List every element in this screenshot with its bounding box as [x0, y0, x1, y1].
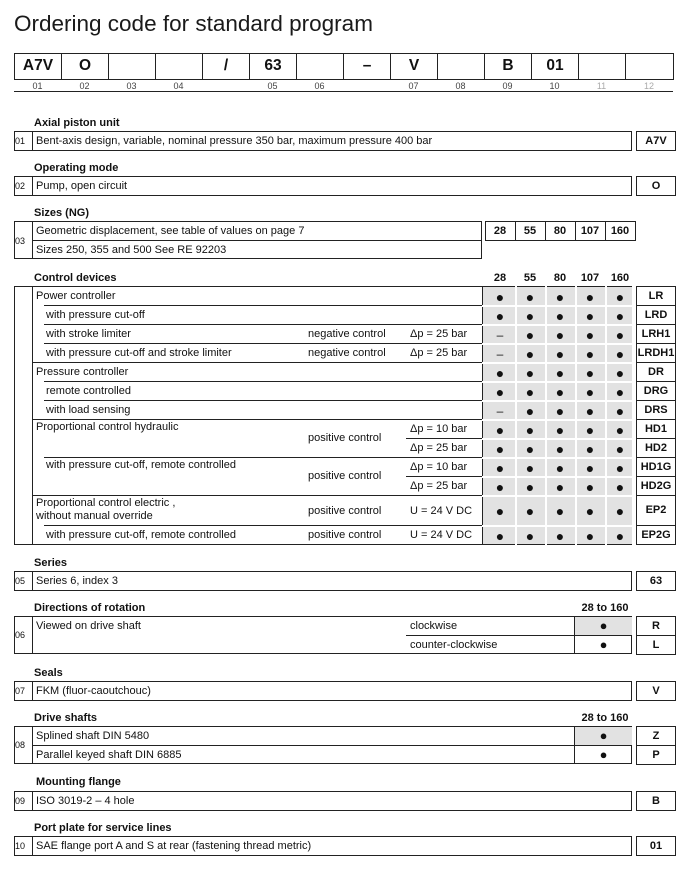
availability-mark: ●	[585, 527, 595, 544]
row-text: Series 6, index 3	[36, 575, 118, 587]
row-divider	[44, 305, 482, 306]
row-text: SAE flange port A and S at rear (fastening thread metric)	[36, 840, 312, 852]
section-heading-sizes: Sizes (NG)	[34, 207, 90, 219]
code-box	[155, 53, 203, 80]
control-parameter: Δp = 10 bar	[410, 423, 468, 435]
availability-mark: ●	[585, 288, 595, 305]
availability-dot: ●	[599, 747, 608, 762]
code-r: R	[636, 616, 676, 636]
availability-mark: ●	[615, 527, 625, 544]
rotation-option-clockwise: clockwise	[410, 620, 458, 632]
row-divider	[44, 400, 482, 401]
availability-mark: ●	[525, 307, 535, 324]
code-v: V	[636, 681, 676, 701]
availability-mark: ●	[615, 421, 625, 438]
code-box: 63	[249, 53, 297, 80]
control-label: with pressure cut-off	[46, 309, 145, 321]
availability-mark: ●	[585, 307, 595, 324]
availability-mark: ●	[525, 527, 535, 544]
availability-mark: ●	[615, 288, 625, 305]
availability-mark: ●	[555, 527, 565, 544]
availability-mark: ●	[615, 383, 625, 400]
row-text: Bent-axis design, variable, nominal pressure 350 bar, maximum pressure 400 bar	[36, 135, 433, 147]
availability-mark: ●	[585, 459, 595, 476]
control-label: with pressure cut-off, remote controlled	[46, 459, 236, 471]
row-number: 09	[15, 796, 26, 806]
section-heading-operating-mode: Operating mode	[34, 162, 119, 174]
control-type: positive control	[308, 504, 382, 517]
control-label: Proportional control electric ,	[36, 497, 176, 509]
control-type: positive control	[308, 431, 382, 444]
availability-mark: ●	[615, 364, 625, 381]
code-box	[437, 53, 485, 80]
code-box: 01	[531, 53, 579, 80]
row-number: 07	[15, 686, 26, 696]
availability-mark: ●	[615, 478, 625, 495]
availability-mark: ●	[585, 383, 595, 400]
control-label: with pressure cut-off and stroke limiter	[46, 347, 232, 359]
control-label: Power controller	[36, 290, 116, 302]
code-lr: LR	[636, 286, 676, 306]
control-label: Pressure controller	[36, 366, 129, 378]
row-divider	[44, 324, 482, 325]
code-63: 63	[636, 571, 676, 591]
size-label: 107	[580, 225, 600, 237]
row-number: 02	[15, 181, 26, 191]
availability-mark: ●	[495, 288, 505, 305]
position-number: 12	[643, 81, 654, 91]
availability-mark: ●	[585, 326, 595, 343]
code-lrh1: LRH1	[636, 324, 676, 344]
code-box	[625, 53, 674, 80]
row-divider	[32, 419, 482, 420]
control-parameter: Δp = 10 bar	[410, 461, 468, 473]
availability-mark: ●	[615, 459, 625, 476]
availability-mark: ●	[555, 383, 565, 400]
position-number: 01	[32, 81, 43, 91]
row-divider	[406, 476, 482, 477]
availability-mark: ●	[525, 503, 535, 519]
code-box: V	[390, 53, 438, 80]
availability-mark: ●	[585, 440, 595, 457]
availability-mark: ●	[495, 440, 505, 457]
position-number: 06	[314, 81, 325, 91]
code-box: –	[343, 53, 391, 80]
size-label: 28	[493, 272, 507, 284]
availability-mark: ●	[615, 440, 625, 457]
position-number: 02	[79, 81, 90, 91]
control-parameter: U = 24 V DC	[410, 504, 473, 517]
position-number: 08	[455, 81, 466, 91]
row-divider	[44, 525, 482, 526]
code-ep2g: EP2G	[636, 525, 676, 545]
size-range-label: 28 to 160	[581, 712, 629, 724]
availability-mark: ●	[555, 459, 565, 476]
availability-mark: ●	[555, 307, 565, 324]
code-o: O	[636, 176, 676, 196]
position-number: 04	[173, 81, 184, 91]
availability-mark: ●	[555, 364, 565, 381]
section-heading-seals: Seals	[34, 667, 63, 679]
availability-mark: ●	[585, 503, 595, 519]
availability-mark: ●	[525, 288, 535, 305]
control-label: with pressure cut-off, remote controlled	[46, 529, 236, 541]
size-label: 28	[493, 225, 507, 237]
position-number: 09	[502, 81, 513, 91]
page-title: Ordering code for standard program	[14, 11, 373, 36]
availability-dot: ●	[599, 618, 608, 633]
code-dr: DR	[636, 362, 676, 382]
code-hd1g: HD1G	[636, 457, 676, 477]
size-label: 107	[580, 272, 600, 284]
divider	[14, 91, 673, 92]
control-label: with stroke limiter	[46, 328, 131, 340]
code-box: B	[484, 53, 532, 80]
availability-mark: ●	[525, 364, 535, 381]
availability-mark: ●	[495, 478, 505, 495]
availability-mark: ●	[555, 326, 565, 343]
availability-mark: ●	[525, 478, 535, 495]
row-number: 03	[15, 236, 26, 246]
row-text: Pump, open circuit	[36, 180, 128, 192]
position-number: 10	[549, 81, 560, 91]
row-divider	[482, 495, 632, 497]
code-z: Z	[636, 726, 676, 746]
row-text: Viewed on drive shaft	[36, 620, 141, 632]
availability-mark: ●	[555, 288, 565, 305]
row-text: Sizes 250, 355 and 500 See RE 92203	[36, 244, 227, 256]
availability-dot: ●	[599, 728, 608, 743]
availability-mark: ●	[525, 459, 535, 476]
availability-mark: ●	[555, 345, 565, 362]
code-box: O	[61, 53, 109, 80]
size-range-label: 28 to 160	[581, 602, 629, 614]
availability-dot: ●	[599, 637, 608, 652]
size-label: 160	[610, 272, 630, 284]
availability-mark: ●	[495, 421, 505, 438]
availability-mark: ●	[585, 364, 595, 381]
size-label: 80	[553, 225, 567, 237]
section-heading-control-devices: Control devices	[34, 272, 117, 284]
row-number: 10	[15, 841, 26, 851]
availability-mark: ●	[495, 383, 505, 400]
code-l: L	[636, 635, 676, 655]
control-label: remote controlled	[46, 385, 131, 397]
code-ep2: EP2	[636, 495, 676, 526]
row-divider	[32, 362, 482, 363]
section-heading-drive-shafts: Drive shafts	[34, 712, 97, 724]
availability-mark: ●	[495, 364, 505, 381]
availability-mark: ●	[495, 527, 505, 544]
control-parameter: Δp = 25 bar	[410, 328, 468, 340]
row-divider	[32, 495, 482, 496]
availability-mark: –	[496, 327, 504, 342]
code-drg: DRG	[636, 381, 676, 401]
control-parameter: Δp = 25 bar	[410, 347, 468, 359]
section-heading-mounting-flange: Mounting flange	[36, 776, 121, 788]
availability-mark: ●	[555, 402, 565, 419]
control-label: Proportional control hydraulic	[36, 421, 179, 433]
size-label: 55	[523, 225, 537, 237]
position-number: 07	[408, 81, 419, 91]
code-01: 01	[636, 836, 676, 856]
availability-mark: ●	[555, 440, 565, 457]
code-a7v: A7V	[636, 131, 676, 151]
row-number: 08	[15, 740, 26, 750]
availability-mark: ●	[585, 402, 595, 419]
row-number: 06	[15, 630, 26, 640]
availability-mark: ●	[555, 421, 565, 438]
availability-mark: ●	[525, 326, 535, 343]
rotation-option-counter-clockwise: counter-clockwise	[410, 639, 498, 651]
code-b: B	[636, 791, 676, 811]
divider	[32, 286, 33, 545]
availability-mark: ●	[525, 345, 535, 362]
section-heading-axial-piston-unit: Axial piston unit	[34, 117, 120, 129]
availability-mark: ●	[585, 421, 595, 438]
availability-mark: ●	[495, 307, 505, 324]
code-hd2: HD2	[636, 438, 676, 458]
availability-mark: ●	[615, 307, 625, 324]
code-p: P	[636, 745, 676, 765]
row-divider	[44, 457, 482, 458]
row-divider	[44, 381, 482, 382]
availability-mark: ●	[585, 345, 595, 362]
size-label: 160	[610, 225, 630, 237]
position-number: 03	[126, 81, 137, 91]
section-heading-directions-of-rotation: Directions of rotation	[34, 602, 146, 614]
row-divider	[406, 438, 482, 439]
availability-mark: ●	[525, 402, 535, 419]
availability-mark: ●	[555, 503, 565, 519]
availability-mark: –	[496, 403, 504, 418]
control-label: without manual override	[36, 510, 153, 522]
code-hd2g: HD2G	[636, 476, 676, 496]
row-text: FKM (fluor-caoutchouc)	[36, 685, 151, 697]
code-box: A7V	[14, 53, 62, 80]
section-heading-port-plate: Port plate for service lines	[34, 822, 172, 834]
position-number: 05	[267, 81, 278, 91]
row-text: ISO 3019-2 – 4 hole	[36, 795, 135, 807]
availability-mark: ●	[495, 459, 505, 476]
section-heading-series: Series	[34, 557, 68, 569]
availability-mark: –	[496, 346, 504, 361]
code-lrdh1: LRDH1	[636, 343, 676, 363]
size-label: 80	[553, 272, 567, 284]
row-divider	[44, 343, 482, 344]
availability-mark: ●	[525, 440, 535, 457]
control-label: with load sensing	[46, 404, 131, 416]
control-type: negative control	[308, 347, 386, 359]
availability-mark: ●	[525, 383, 535, 400]
availability-mark: ●	[555, 478, 565, 495]
availability-mark: ●	[495, 503, 505, 519]
control-type: positive control	[308, 529, 382, 541]
size-label: 55	[523, 272, 537, 284]
code-lrd: LRD	[636, 305, 676, 325]
position-number: 11	[596, 81, 607, 91]
availability-mark: ●	[615, 326, 625, 343]
control-parameter: Δp = 25 bar	[410, 480, 468, 492]
control-type: positive control	[308, 469, 382, 482]
control-parameter: U = 24 V DC	[410, 529, 473, 541]
row-text: Splined shaft DIN 5480	[36, 730, 150, 742]
row-text: Parallel keyed shaft DIN 6885	[36, 749, 182, 761]
code-box: /	[202, 53, 250, 80]
availability-mark: ●	[615, 402, 625, 419]
control-parameter: Δp = 25 bar	[410, 442, 468, 454]
row-number: 01	[15, 136, 26, 146]
code-box	[296, 53, 344, 80]
code-box	[578, 53, 626, 80]
code-hd1: HD1	[636, 419, 676, 439]
availability-mark: ●	[525, 421, 535, 438]
availability-mark: ●	[585, 478, 595, 495]
control-type: negative control	[308, 328, 386, 340]
row-number: 05	[15, 576, 26, 586]
code-drs: DRS	[636, 400, 676, 420]
availability-mark: ●	[615, 503, 625, 519]
row-text: Geometric displacement, see table of values on page 7	[36, 225, 305, 237]
availability-mark: ●	[615, 345, 625, 362]
code-box	[108, 53, 156, 80]
